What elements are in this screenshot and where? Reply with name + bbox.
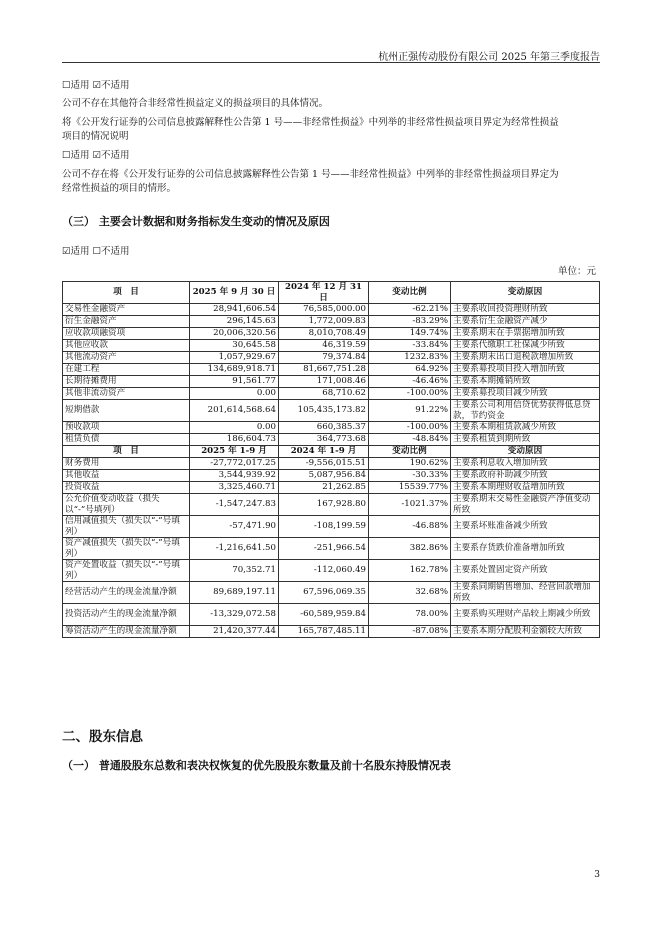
table-row (63, 538, 600, 560)
row-previous-value: 167,928.80 (279, 494, 369, 516)
row-change-ratio: -100.00% (369, 388, 451, 400)
reclassification-note-line1: 将《公开发行证券的公司信息披露解释性公告第 1 号——非经常性损益》中列举的非经常性损益项目界定为经常性损益 (62, 117, 559, 128)
row-item: 其他流动资产 (63, 352, 190, 364)
row-previous-value: 46,319.59 (279, 340, 369, 352)
row-current-value: -1,547,247.83 (190, 494, 279, 516)
row-current-value: -1,216,641.50 (190, 538, 279, 560)
row-change-ratio: 32.68% (369, 582, 451, 604)
report-header: 杭州正强传动股份有限公司 2025 年第三季度报告 (378, 52, 600, 63)
table-row (63, 376, 600, 388)
row-item: 信用减值损失（损失以“-”号填列） (63, 516, 190, 538)
row-reason: 主要系募投项目投入增加所致 (451, 364, 600, 376)
row-current-value: 20,006,320.56 (190, 328, 279, 340)
col-item-2: 项 目 (63, 446, 190, 458)
row-reason: 主要系坏账准备减少所致 (451, 516, 600, 538)
row-item: 交易性金融资产 (63, 304, 190, 316)
row-previous-value: -9,556,015.51 (279, 458, 369, 470)
row-reason: 主要系本期分配股利金额较大所致 (451, 626, 600, 638)
row-current-value: 134,689,918.71 (190, 364, 279, 376)
row-current-value: 21,420,377.44 (190, 626, 279, 638)
row-change-ratio: 15539.77% (369, 482, 451, 494)
row-change-ratio: 64.92% (369, 364, 451, 376)
row-previous-value: 364,773.68 (279, 434, 369, 446)
no-reclassification-line1: 公司不存在将《公开发行证券的公司信息披露解释性公告第 1 号——非经常性损益》中列举的非经常性损益项目界定为 (62, 169, 559, 180)
col-item: 项 目 (63, 282, 190, 304)
col-current: 2025 年 9 月 30 日 (190, 282, 279, 304)
row-reason: 主要系公司利用信贷优势获得低息贷款，节约资金 (451, 400, 600, 422)
row-previous-value: 68,710.62 (279, 388, 369, 400)
table-row (63, 560, 600, 582)
row-reason: 主要系期末交易性金融资产净值变动所致 (451, 494, 600, 516)
page-number: 3 (594, 870, 600, 880)
row-item: 财务费用 (63, 458, 190, 470)
col-previous-2: 2024 年 1-9 月 (279, 446, 369, 458)
row-change-ratio: -30.33% (369, 470, 451, 482)
row-current-value: 296,145.63 (190, 316, 279, 328)
row-previous-value: -60,589,959.84 (279, 604, 369, 626)
row-item: 筹资活动产生的现金流量净额 (63, 626, 190, 638)
row-current-value: 70,352.71 (190, 560, 279, 582)
table-row (63, 434, 600, 446)
balance-sheet-rows (63, 304, 600, 446)
row-previous-value: -251,966.54 (279, 538, 369, 560)
unit-label: 单位：元 (557, 266, 596, 277)
row-item: 公允价值变动收益（损失以“-”号填列） (63, 494, 190, 516)
col-reason-2: 变动原因 (451, 446, 600, 458)
row-item: 应收款项融资项 (63, 328, 190, 340)
row-reason: 主要系租赁到期所致 (451, 434, 600, 446)
applicability-checkbox-2: ☐适用 ☑不适用 (62, 150, 130, 161)
row-item: 衍生金融资产 (63, 316, 190, 328)
row-previous-value: 105,435,173.82 (279, 400, 369, 422)
table-row (63, 422, 600, 434)
row-current-value: 91,561.77 (190, 376, 279, 388)
row-current-value: 186,604.73 (190, 434, 279, 446)
row-item: 其他非流动资产 (63, 388, 190, 400)
row-change-ratio: -46.88% (369, 516, 451, 538)
row-change-ratio: 1232.83% (369, 352, 451, 364)
table-header-row-2 (63, 446, 600, 458)
table-row (63, 482, 600, 494)
table-row (63, 352, 600, 364)
col-change: 变动比例 (369, 282, 451, 304)
row-reason: 主要系购买理财产品较上期减少所致 (451, 604, 600, 626)
row-current-value: 3,325,460.71 (190, 482, 279, 494)
row-item: 在建工程 (63, 364, 190, 376)
row-current-value: -13,329,072.58 (190, 604, 279, 626)
table-row (63, 328, 600, 340)
reclassification-note-line2: 项目的情况说明 (62, 131, 129, 142)
row-previous-value: 165,787,485.11 (279, 626, 369, 638)
row-reason: 主要系收回投资理财所致 (451, 304, 600, 316)
col-reason: 变动原因 (451, 282, 600, 304)
no-reclassification-line2: 经常性损益的项目的情形。 (62, 183, 177, 194)
row-current-value: 28,941,606.54 (190, 304, 279, 316)
financial-changes-table (62, 281, 600, 638)
row-reason: 主要系代缴职工社保减少所致 (451, 340, 600, 352)
row-previous-value: 171,008.46 (279, 376, 369, 388)
shareholder-info-heading: 二、股东信息 (62, 729, 143, 745)
row-item: 短期借款 (63, 400, 190, 422)
row-current-value: 30,645.58 (190, 340, 279, 352)
row-change-ratio: 78.00% (369, 604, 451, 626)
row-change-ratio: -62.21% (369, 304, 451, 316)
row-previous-value: 1,772,009.83 (279, 316, 369, 328)
table-row (63, 458, 600, 470)
row-previous-value: -112,060.49 (279, 560, 369, 582)
row-reason: 主要系募投项目减少所致 (451, 388, 600, 400)
row-item: 预收款项 (63, 422, 190, 434)
row-change-ratio: -100.00% (369, 422, 451, 434)
row-change-ratio: -83.29% (369, 316, 451, 328)
section-three-heading: （三） 主要会计数据和财务指标发生变动的情况及原因 (62, 215, 330, 228)
row-change-ratio: 149.74% (369, 328, 451, 340)
row-reason: 主要系同期销售增加、经营回款增加所致 (451, 582, 600, 604)
row-previous-value: 5,087,956.84 (279, 470, 369, 482)
row-previous-value: 76,585,000.00 (279, 304, 369, 316)
row-change-ratio: 162.78% (369, 560, 451, 582)
row-item: 长期待摊费用 (63, 376, 190, 388)
row-item: 资产减值损失（损失以“-”号填列） (63, 538, 190, 560)
row-item: 租赁负债 (63, 434, 190, 446)
no-other-items-text: 公司不存在其他符合非经常性损益定义的损益项目的具体情况。 (62, 98, 329, 109)
table-row (63, 304, 600, 316)
table-row (63, 626, 600, 638)
table-row (63, 470, 600, 482)
row-current-value: 89,689,197.11 (190, 582, 279, 604)
applicability-checkbox-1: ☐适用 ☑不适用 (62, 80, 130, 91)
row-item: 投资收益 (63, 482, 190, 494)
table-row (63, 494, 600, 516)
row-reason: 主要系期末在手票据增加所致 (451, 328, 600, 340)
table-row (63, 516, 600, 538)
row-change-ratio: -1021.37% (369, 494, 451, 516)
shareholder-table-heading: （一） 普通股股东总数和表决权恢复的优先股股东数量及前十名股东持股情况表 (62, 759, 451, 772)
row-reason: 主要系衍生金融资产减少 (451, 316, 600, 328)
row-reason: 主要系处置固定资产所致 (451, 560, 600, 582)
row-item: 经营活动产生的现金流量净额 (63, 582, 190, 604)
table-row (63, 582, 600, 604)
row-current-value: 1,057,929.67 (190, 352, 279, 364)
row-change-ratio: -33.84% (369, 340, 451, 352)
row-current-value: 0.00 (190, 422, 279, 434)
row-previous-value: 67,596,069.35 (279, 582, 369, 604)
table-row (63, 604, 600, 626)
row-previous-value: 81,667,751.28 (279, 364, 369, 376)
row-current-value: 3,544,939.92 (190, 470, 279, 482)
row-reason: 主要系本期摊销所致 (451, 376, 600, 388)
table-row (63, 364, 600, 376)
row-reason: 主要系本期租赁款减少所致 (451, 422, 600, 434)
income-statement-rows (63, 458, 600, 638)
table-header-row (63, 282, 600, 304)
row-current-value: 0.00 (190, 388, 279, 400)
row-previous-value: 660,385.37 (279, 422, 369, 434)
row-change-ratio: 91.22% (369, 400, 451, 422)
row-current-value: -27,772,017.25 (190, 458, 279, 470)
col-current-2: 2025 年 1-9 月 (190, 446, 279, 458)
row-item: 资产处置收益（损失以“-”号填列） (63, 560, 190, 582)
table-row (63, 340, 600, 352)
col-previous: 2024 年 12 月 31 日 (279, 282, 369, 304)
col-change-2: 变动比例 (369, 446, 451, 458)
row-change-ratio: -87.08% (369, 626, 451, 638)
row-item: 投资活动产生的现金流量净额 (63, 604, 190, 626)
row-current-value: -57,471.90 (190, 516, 279, 538)
row-previous-value: 21,262.85 (279, 482, 369, 494)
row-item: 其他收益 (63, 470, 190, 482)
table-row (63, 316, 600, 328)
row-change-ratio: 382.86% (369, 538, 451, 560)
header-rule (62, 62, 600, 63)
row-previous-value: 79,374.84 (279, 352, 369, 364)
row-change-ratio: 190.62% (369, 458, 451, 470)
row-reason: 主要系政府补助减少所致 (451, 470, 600, 482)
row-reason: 主要系存货跌价准备增加所致 (451, 538, 600, 560)
applicability-checkbox-3: ☑适用 ☐不适用 (62, 246, 130, 257)
row-previous-value: 8,010,708.49 (279, 328, 369, 340)
row-current-value: 201,614,568.64 (190, 400, 279, 422)
row-previous-value: -108,199.59 (279, 516, 369, 538)
row-item: 其他应收款 (63, 340, 190, 352)
table-row (63, 400, 600, 422)
row-reason: 主要系期末出口退税款增加所致 (451, 352, 600, 364)
table-row (63, 388, 600, 400)
row-reason: 主要系利息收入增加所致 (451, 458, 600, 470)
row-reason: 主要系本期理财收益增加所致 (451, 482, 600, 494)
row-change-ratio: -46.46% (369, 376, 451, 388)
row-change-ratio: -48.84% (369, 434, 451, 446)
